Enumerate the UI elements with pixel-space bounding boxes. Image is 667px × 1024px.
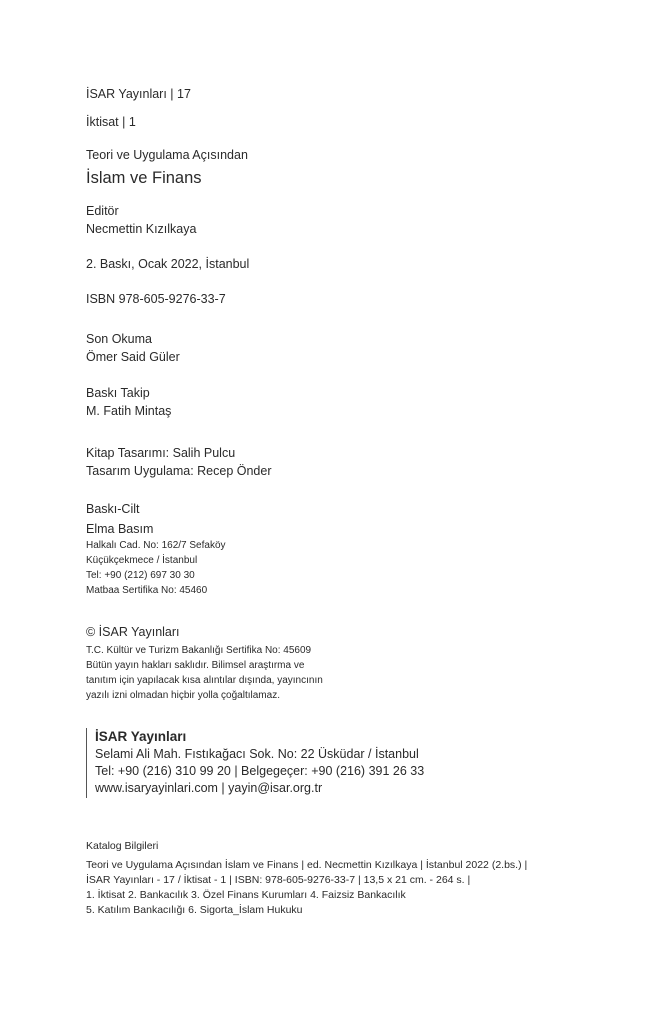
publisher-address: Selami Ali Mah. Fıstıkağacı Sok. No: 22 Üsküdar / İstanbul	[95, 747, 419, 761]
book-design-credit: Kitap Tasarımı: Salih Pulcu	[86, 446, 236, 460]
catalog-line: 1. İktisat 2. Bankacılık 3. Özel Finans Kurumları 4. Faizsiz Bankacılık	[86, 889, 406, 901]
catalog-line: Teori ve Uygulama Açısından İslam ve Finans | ed. Necmettin Kızılkaya | İstanbul 2022 (2.bs.) |	[86, 859, 528, 871]
printing-address-line: Halkalı Cad. No: 162/7 Sefaköy	[86, 540, 226, 551]
printing-address-line: Küçükçekmece / İstanbul	[86, 555, 198, 566]
copyright-line: Bütün yayın hakları saklıdır. Bilimsel araştırma ve	[86, 660, 305, 671]
publisher-web: www.isaryayinlari.com | yayin@isar.org.tr	[95, 781, 323, 795]
copyright-notice	[86, 643, 323, 703]
proofreading-name: Ömer Said Güler	[86, 350, 180, 364]
print-tracking-label: Baskı Takip	[86, 386, 150, 400]
publisher-phone: Tel: +90 (216) 310 99 20 | Belgegeçer: +90 (216) 391 26 33	[95, 764, 425, 778]
print-tracking-name: M. Fatih Mintaş	[86, 404, 172, 418]
catalog-line: İSAR Yayınları - 17 / İktisat - 1 | ISBN: 978-605-9276-33-7 | 13,5 x 21 cm. - 264 s. |	[86, 874, 471, 886]
subject-series: İktisat | 1	[86, 115, 136, 129]
book-subtitle: Teori ve Uygulama Açısından	[86, 148, 248, 162]
copyright-heading: © İSAR Yayınları	[86, 625, 180, 639]
book-title: İslam ve Finans	[86, 169, 202, 187]
printing-company: Elma Basım	[86, 522, 154, 536]
publisher-series: İSAR Yayınları | 17	[86, 87, 191, 101]
isbn: ISBN 978-605-9276-33-7	[86, 292, 226, 306]
edition-info: 2. Baskı, Ocak 2022, İstanbul	[86, 257, 250, 271]
proofreading-label: Son Okuma	[86, 332, 153, 346]
design-application-credit: Tasarım Uygulama: Recep Önder	[86, 464, 272, 478]
printing-label: Baskı-Cilt	[86, 502, 140, 516]
catalog-line: 5. Katılım Bankacılığı 6. Sigorta_İslam Hukuku	[86, 904, 303, 916]
printing-address-line: Tel: +90 (212) 697 30 30	[86, 570, 195, 581]
publisher-info-box	[86, 728, 424, 798]
printing-address	[86, 538, 226, 598]
copyright-line: tanıtım için yapılacak kısa alıntılar dışında, yayıncının	[86, 675, 323, 686]
catalog-info	[86, 858, 527, 918]
editor-label: Editör	[86, 204, 119, 218]
editor-name: Necmettin Kızılkaya	[86, 222, 197, 236]
catalog-heading: Katalog Bilgileri	[86, 840, 159, 852]
printing-address-line: Matbaa Sertifika No: 45460	[86, 585, 208, 596]
copyright-line: yazılı izni olmadan hiçbir yolla çoğaltılamaz.	[86, 690, 280, 701]
publisher-name: İSAR Yayınları	[95, 729, 187, 744]
copyright-line: T.C. Kültür ve Turizm Bakanlığı Sertifika No: 45609	[86, 645, 312, 656]
